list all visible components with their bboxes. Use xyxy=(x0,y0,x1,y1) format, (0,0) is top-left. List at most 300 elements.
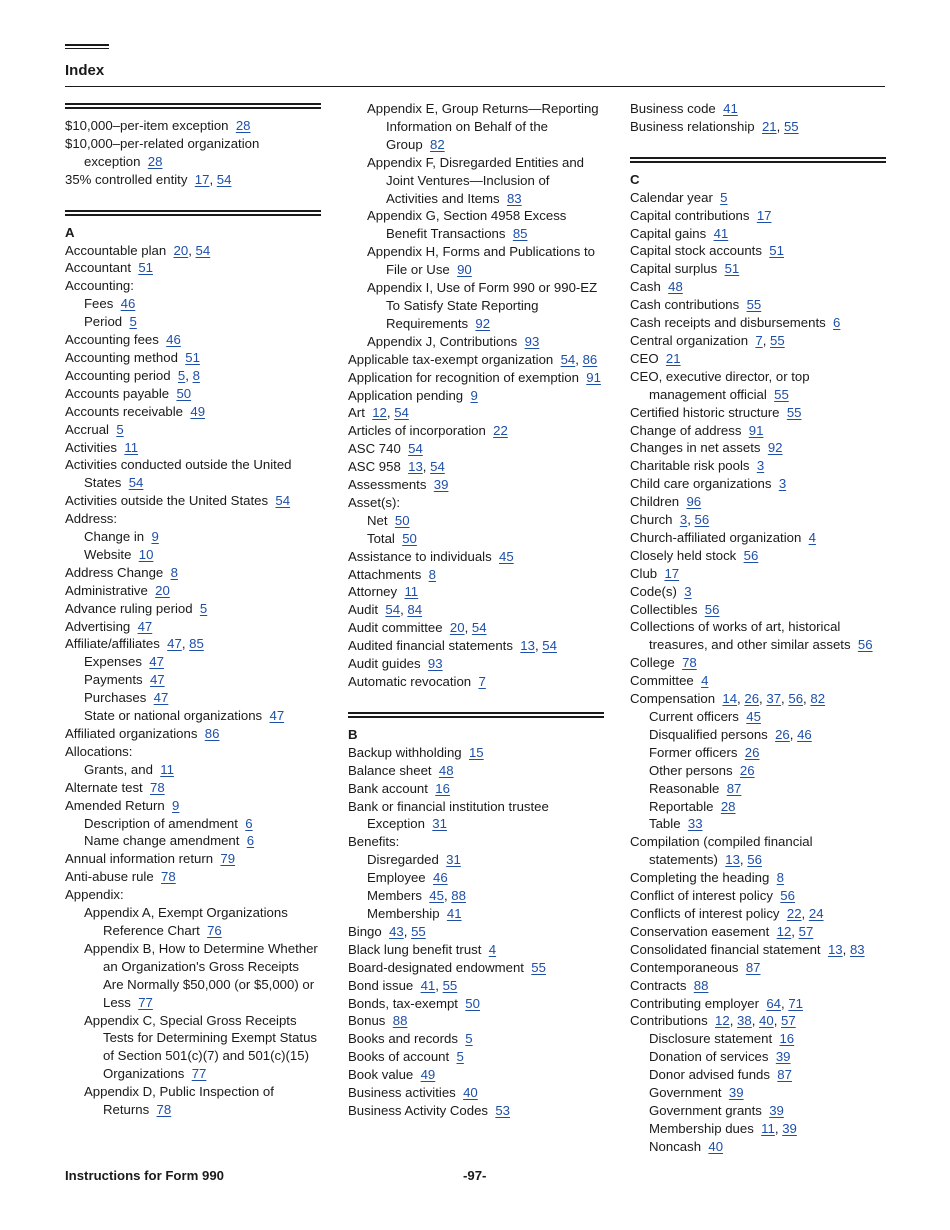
index-entry: Affiliate/affiliates 47, 85 xyxy=(65,636,204,652)
entry-term: Balance sheet xyxy=(348,762,432,778)
entry-term: Church xyxy=(630,512,673,528)
page-link[interactable]: 54 xyxy=(408,441,423,457)
page-link[interactable]: 48 xyxy=(438,762,454,778)
page-link[interactable]: 47 xyxy=(269,708,285,724)
page-link[interactable]: 41 xyxy=(446,905,462,921)
index-entry xyxy=(630,225,886,243)
entry-term: Affiliate/affiliates xyxy=(65,636,160,652)
index-entry xyxy=(65,277,321,295)
page-link[interactable]: 87 xyxy=(777,1067,792,1083)
page-link[interactable]: 4 xyxy=(701,673,709,689)
page-link[interactable]: 57 xyxy=(781,1013,796,1029)
entry-term: Expenses xyxy=(84,654,142,670)
entry-term: Payments xyxy=(84,672,143,688)
page-link[interactable]: 47 xyxy=(149,654,164,670)
entry-term: Club xyxy=(630,565,658,581)
entry-term: Bonus xyxy=(348,1013,386,1029)
page-link[interactable]: 37 xyxy=(766,691,782,707)
page-link[interactable]: 22 xyxy=(786,905,802,921)
page-link[interactable]: 50 xyxy=(465,995,480,1011)
page-link[interactable]: 28 xyxy=(147,153,163,169)
page-link[interactable]: 9 xyxy=(470,387,478,403)
entry-term: Contributing employer xyxy=(630,995,760,1011)
page-link[interactable]: 40 xyxy=(708,1138,724,1154)
index-entry xyxy=(348,100,604,154)
page-link[interactable]: 57 xyxy=(798,923,814,939)
page-link[interactable]: 84 xyxy=(407,602,423,618)
entry-term: $10,000–per-related organization exception xyxy=(65,135,260,169)
page-link[interactable]: 51 xyxy=(724,261,740,277)
entry-term: Book value xyxy=(348,1067,414,1083)
page-link[interactable]: 92 xyxy=(767,440,783,456)
index-entry xyxy=(65,940,321,1012)
page-link[interactable]: 17 xyxy=(664,565,680,581)
page-link[interactable]: 21 xyxy=(761,118,777,134)
page-link[interactable]: 54 xyxy=(195,242,211,258)
page-link[interactable]: 54 xyxy=(128,475,144,491)
index-entry xyxy=(348,1048,604,1066)
entry-term: Name change amendment xyxy=(84,833,240,849)
entry-term: Backup withholding xyxy=(348,744,462,760)
page-link[interactable]: 78 xyxy=(156,1102,172,1118)
entry-term: Anti-abuse rule xyxy=(65,869,154,885)
entry-term: Compensation xyxy=(630,691,716,707)
page-link[interactable]: 45 xyxy=(499,548,514,564)
index-entry: Disqualified persons 26, 46 xyxy=(649,726,812,742)
page-link[interactable]: 5 xyxy=(465,1031,473,1047)
entry-term: Accounting period xyxy=(65,367,171,383)
page-link[interactable]: 12 xyxy=(715,1013,730,1029)
page-link[interactable]: 11 xyxy=(404,584,419,600)
page-link[interactable]: 54 xyxy=(542,638,557,654)
page-link[interactable]: 56 xyxy=(780,888,795,904)
page-link[interactable]: 38 xyxy=(737,1013,752,1029)
index-entry: Conservation easement 12, 57 xyxy=(630,923,814,939)
page-link[interactable]: 31 xyxy=(446,852,461,868)
index-entry xyxy=(348,869,604,887)
index-entry: Bond issue 41, 55 xyxy=(348,977,458,993)
page-link[interactable]: 55 xyxy=(746,297,762,313)
page-link[interactable]: 50 xyxy=(176,385,192,401)
page-link[interactable]: 88 xyxy=(392,1013,408,1029)
page-link[interactable]: 47 xyxy=(167,636,182,652)
index-entry xyxy=(630,672,886,690)
entry-term: Membership dues xyxy=(649,1120,754,1136)
index-entry xyxy=(348,387,604,405)
index-entry xyxy=(348,941,604,959)
entry-term: Exception xyxy=(367,816,425,832)
index-entry xyxy=(348,851,604,869)
page-link[interactable]: 83 xyxy=(849,941,865,957)
page-link[interactable]: 20 xyxy=(449,620,465,636)
index-entry xyxy=(65,743,321,761)
page-link[interactable]: 5 xyxy=(720,189,728,205)
page-link[interactable]: 7 xyxy=(755,332,763,348)
index-entry xyxy=(65,456,321,492)
page-link[interactable]: 40 xyxy=(759,1013,774,1029)
entry-term: $10,000–per-item exception xyxy=(65,118,229,133)
page-link[interactable]: 39 xyxy=(433,477,449,493)
page-link[interactable]: 11 xyxy=(761,1120,775,1136)
entry-term: Bank account xyxy=(348,780,428,796)
index-column-2 xyxy=(348,100,604,1120)
entry-term: Audit committee xyxy=(348,620,443,636)
page-link[interactable]: 8 xyxy=(776,870,784,886)
index-entry xyxy=(348,207,604,243)
index-entry xyxy=(630,959,886,977)
index-entry xyxy=(630,869,886,887)
page-link[interactable]: 83 xyxy=(506,190,522,206)
page-link[interactable]: 55 xyxy=(774,386,789,402)
index-entry xyxy=(348,655,604,673)
page-link[interactable]: 45 xyxy=(746,709,761,724)
index-column-1 xyxy=(65,100,321,1119)
entry-term: Accounts payable xyxy=(65,385,170,401)
entry-term: 35% controlled entity xyxy=(65,171,188,187)
index-entry xyxy=(348,530,604,548)
page-link[interactable]: 13 xyxy=(520,638,535,654)
page-link[interactable]: 24 xyxy=(808,905,824,921)
entry-term: Church-affiliated organization xyxy=(630,529,802,545)
page-link[interactable]: 96 xyxy=(686,494,702,510)
index-entry xyxy=(65,331,321,349)
page-link[interactable]: 9 xyxy=(151,529,159,545)
page-link[interactable]: 55 xyxy=(786,404,802,420)
entry-term: Purchases xyxy=(84,690,147,706)
page-link[interactable]: 39 xyxy=(775,1049,791,1065)
page-link[interactable]: 55 xyxy=(442,977,458,993)
page-link[interactable]: 88 xyxy=(693,977,709,993)
page-link[interactable]: 26 xyxy=(744,691,760,707)
page-link[interactable]: 86 xyxy=(204,726,220,741)
index-entry xyxy=(65,832,321,850)
page-link[interactable]: 77 xyxy=(138,994,153,1010)
page-link[interactable]: 71 xyxy=(788,995,804,1011)
page-link[interactable]: 86 xyxy=(582,351,598,367)
page-link[interactable]: 11 xyxy=(160,761,174,777)
index-entry xyxy=(65,850,321,868)
entry-term: Alternate test xyxy=(65,779,143,795)
page-link[interactable]: 76 xyxy=(207,922,222,938)
index-entry xyxy=(630,654,886,672)
page-link[interactable]: 12 xyxy=(776,923,792,939)
page-link[interactable]: 54 xyxy=(275,493,291,509)
page-link[interactable]: 41 xyxy=(420,977,436,993)
page-link[interactable]: 3 xyxy=(778,476,787,492)
page-link[interactable]: 78 xyxy=(150,779,165,795)
page-link[interactable]: 55 xyxy=(783,118,799,134)
index-entry xyxy=(65,117,321,135)
index-entry xyxy=(65,582,321,600)
entry-term: Assistance to individuals xyxy=(348,548,492,564)
page-link[interactable]: 48 xyxy=(668,279,683,295)
page-link[interactable]: 56 xyxy=(747,852,762,868)
page-link[interactable]: 54 xyxy=(385,602,401,618)
index-entry xyxy=(630,529,886,547)
entry-term: Accountant xyxy=(65,260,131,276)
page-link[interactable]: 54 xyxy=(216,171,232,187)
entry-term: Table xyxy=(649,816,681,832)
index-entry xyxy=(65,904,321,940)
page-link[interactable]: 93 xyxy=(524,333,540,349)
page-link[interactable]: 92 xyxy=(475,315,491,331)
page-link[interactable]: 4 xyxy=(808,529,816,545)
index-entry xyxy=(630,565,886,583)
page-link[interactable]: 56 xyxy=(704,601,720,617)
page-link[interactable]: 8 xyxy=(192,367,200,383)
index-entry xyxy=(348,815,604,833)
page-link[interactable]: 26 xyxy=(739,762,755,778)
index-entry xyxy=(65,135,321,171)
page-link[interactable]: 17 xyxy=(756,207,772,223)
index-entry: Audit committee 20, 54 xyxy=(348,620,487,636)
index-entry xyxy=(348,279,604,333)
page-link[interactable]: 26 xyxy=(744,744,760,760)
page-link[interactable]: 46 xyxy=(797,726,812,742)
page-link[interactable]: 88 xyxy=(451,888,466,904)
index-entry xyxy=(65,528,321,546)
page-link[interactable]: 12 xyxy=(372,405,387,421)
index-entry xyxy=(348,780,604,798)
page-link[interactable]: 79 xyxy=(220,851,236,867)
page-link[interactable]: 46 xyxy=(432,870,448,886)
index-entry xyxy=(630,475,886,493)
page-link[interactable]: 53 xyxy=(495,1102,510,1118)
entry-term: Amended Return xyxy=(65,797,165,813)
entry-term: Benefits: xyxy=(348,834,400,850)
entry-term: Appendix C, Special Gross Receipts Tests for Determining Exempt Status of Section 501(c)(7) and 501(c)(15) Organizations xyxy=(84,1012,318,1082)
page-link[interactable]: 82 xyxy=(429,136,445,152)
index-entry xyxy=(348,1066,604,1084)
page-link[interactable]: 31 xyxy=(432,816,447,832)
index-entry xyxy=(630,1084,886,1102)
page-link[interactable]: 56 xyxy=(857,637,873,653)
page-link[interactable]: 7 xyxy=(478,674,486,689)
page-link[interactable]: 5 xyxy=(129,314,137,330)
page-link[interactable]: 11 xyxy=(124,439,139,455)
page-link[interactable]: 90 xyxy=(457,262,472,278)
page-link[interactable]: 20 xyxy=(173,242,189,258)
entry-term: ASC 958 xyxy=(348,459,401,475)
page-link[interactable]: 87 xyxy=(726,780,742,796)
page-link[interactable]: 85 xyxy=(512,226,528,242)
entry-term: Membership xyxy=(367,905,440,921)
page-link[interactable]: 3 xyxy=(684,583,692,599)
page-link[interactable]: 47 xyxy=(149,672,165,688)
page-link[interactable]: 6 xyxy=(833,315,841,331)
section-letter: C xyxy=(630,171,640,187)
page-link[interactable]: 49 xyxy=(190,403,206,419)
entry-term: Applicable tax-exempt organization xyxy=(348,351,554,367)
entry-term: Appendix B, How to Determine Whether an Organization's Gross Receipts Are Normally $50,000 (or $5,000) or Less xyxy=(84,940,318,1010)
index-entry xyxy=(630,493,886,511)
entry-term: Contributions xyxy=(630,1013,708,1029)
page-link[interactable]: 54 xyxy=(430,459,445,475)
entry-term: Total xyxy=(367,530,395,546)
page-link[interactable]: 3 xyxy=(756,458,765,474)
page-link[interactable]: 78 xyxy=(682,655,697,671)
page-link[interactable]: 10 xyxy=(138,546,154,562)
page-link[interactable]: 9 xyxy=(172,797,180,813)
index-entry: Contributions 12, 38, 40, 57 xyxy=(630,1013,796,1029)
page-link[interactable]: 47 xyxy=(153,690,169,706)
index-entry xyxy=(630,1066,886,1084)
page-link[interactable]: 46 xyxy=(120,296,136,312)
entry-term: Reasonable xyxy=(649,780,720,796)
page-link[interactable]: 5 xyxy=(177,367,186,383)
page-link[interactable]: 5 xyxy=(456,1049,464,1065)
index-entry: Audited financial statements 13, 54 xyxy=(348,638,557,654)
index-entry xyxy=(65,492,321,510)
page-link[interactable]: 6 xyxy=(246,833,255,849)
entry-term: Appendix J, Contributions xyxy=(367,333,518,349)
page-link[interactable]: 20 xyxy=(155,582,170,598)
section-divider xyxy=(65,210,321,216)
page-link[interactable]: 4 xyxy=(488,941,497,957)
entry-term: CEO xyxy=(630,350,659,366)
entry-term: Capital gains xyxy=(630,225,707,241)
page-link[interactable]: 47 xyxy=(137,618,153,634)
page-link[interactable]: 51 xyxy=(138,260,153,276)
page-link[interactable]: 46 xyxy=(166,332,181,348)
entry-term: Contracts xyxy=(630,977,687,993)
page-link[interactable]: 5 xyxy=(116,421,124,437)
entry-term: Application for recognition of exemption xyxy=(348,369,579,385)
page-link[interactable]: 39 xyxy=(769,1102,784,1118)
index-entry: Audit 54, 84 xyxy=(348,602,423,618)
index-entry xyxy=(630,439,886,457)
page-link[interactable]: 39 xyxy=(782,1120,797,1136)
entry-term: Administrative xyxy=(65,582,148,598)
index-entry xyxy=(630,100,886,118)
page-link[interactable]: 77 xyxy=(191,1066,207,1082)
page-link[interactable]: 56 xyxy=(788,691,804,707)
page-link[interactable]: 49 xyxy=(420,1067,436,1083)
page-link[interactable]: 54 xyxy=(394,405,409,421)
page-link[interactable]: 15 xyxy=(468,744,484,760)
page-link[interactable]: 91 xyxy=(586,369,601,385)
page-link[interactable]: 6 xyxy=(245,815,253,831)
index-column-3 xyxy=(630,100,886,1156)
page-link[interactable]: 41 xyxy=(723,101,738,116)
page-link[interactable]: 55 xyxy=(411,923,426,939)
page-link[interactable]: 50 xyxy=(394,512,410,528)
index-entry xyxy=(65,439,321,457)
header-rule xyxy=(65,86,885,87)
page-link[interactable]: 33 xyxy=(687,816,703,832)
entry-term: Fees xyxy=(84,296,114,312)
section-letter: B xyxy=(348,726,358,742)
page-link[interactable]: 21 xyxy=(665,350,681,366)
index-entry xyxy=(630,296,886,314)
index-entry: Central organization 7, 55 xyxy=(630,332,785,348)
page-link[interactable]: 28 xyxy=(720,798,736,814)
entry-term: Annual information return xyxy=(65,851,214,867)
page-link[interactable]: 28 xyxy=(235,118,251,133)
page-link[interactable]: 8 xyxy=(170,564,178,580)
index-entry xyxy=(65,1012,321,1084)
page-link[interactable]: 51 xyxy=(185,349,200,365)
entry-term: CEO, executive director, or top management official xyxy=(630,368,810,402)
entry-term: Black lung benefit trust xyxy=(348,941,482,957)
page-link[interactable]: 8 xyxy=(428,566,436,582)
page-link[interactable]: 17 xyxy=(194,171,210,187)
page-link[interactable]: 82 xyxy=(810,691,826,707)
index-entry: 35% controlled entity 17, 54 xyxy=(65,171,232,187)
page-link[interactable]: 13 xyxy=(827,941,843,957)
page-link[interactable]: 43 xyxy=(389,923,404,939)
page-link[interactable]: 51 xyxy=(769,243,784,259)
index-entry xyxy=(348,476,604,494)
index-entry xyxy=(348,243,604,279)
index-entry xyxy=(348,673,604,691)
index-entry xyxy=(348,494,604,512)
page-link[interactable]: 22 xyxy=(493,423,508,439)
page-link[interactable]: 54 xyxy=(560,351,576,367)
page-link[interactable]: 45 xyxy=(429,888,444,904)
index-entry xyxy=(630,762,886,780)
page-link[interactable]: 13 xyxy=(408,459,423,475)
page-link[interactable]: 55 xyxy=(531,959,546,975)
entry-term: Books and records xyxy=(348,1031,458,1047)
entry-term: Bank or financial institution trustee xyxy=(348,798,549,814)
page-link[interactable]: 56 xyxy=(694,512,710,528)
entry-term: Capital contributions xyxy=(630,207,750,223)
page-link[interactable]: 56 xyxy=(743,547,759,563)
page-link[interactable]: 85 xyxy=(189,636,204,652)
page-link[interactable]: 91 xyxy=(748,422,764,438)
entry-term: Government grants xyxy=(649,1102,762,1118)
index-entry xyxy=(348,333,604,351)
entry-term: Accrual xyxy=(65,421,109,437)
index-entry xyxy=(348,1012,604,1030)
page-link[interactable]: 64 xyxy=(766,995,782,1011)
entry-term: Appendix E, Group Returns—Reporting Information on Behalf of the Group xyxy=(367,101,599,152)
page-link[interactable]: 39 xyxy=(728,1085,744,1101)
entry-term: State or national organizations xyxy=(84,708,263,724)
page-link[interactable]: 26 xyxy=(775,726,790,742)
page-link[interactable]: 87 xyxy=(745,959,761,975)
page-link[interactable]: 50 xyxy=(402,530,417,546)
index-entry xyxy=(65,295,321,313)
index-entry xyxy=(65,689,321,707)
index-entry xyxy=(65,761,321,779)
page-link[interactable]: 78 xyxy=(161,869,176,885)
index-entry xyxy=(348,833,604,851)
index-entry xyxy=(630,278,886,296)
page-link[interactable]: 13 xyxy=(725,852,740,868)
page-link[interactable]: 54 xyxy=(471,620,487,636)
page-link[interactable]: 5 xyxy=(199,600,208,616)
index-entry xyxy=(630,708,886,726)
index-entry xyxy=(348,905,604,923)
entry-term: Accounting fees xyxy=(65,332,159,348)
entry-term: Cash contributions xyxy=(630,297,740,313)
entry-term: Asset(s): xyxy=(348,494,401,510)
page-link[interactable]: 16 xyxy=(435,780,450,796)
page-link[interactable]: 3 xyxy=(679,512,688,528)
index-entry xyxy=(630,404,886,422)
page-link[interactable]: 55 xyxy=(770,332,785,348)
index-entry xyxy=(65,725,321,743)
page-link[interactable]: 40 xyxy=(463,1085,478,1101)
entry-term: Board-designated endowment xyxy=(348,959,524,975)
page-link[interactable]: 14 xyxy=(722,691,738,707)
page-link[interactable]: 41 xyxy=(713,225,729,241)
page-link[interactable]: 93 xyxy=(427,656,443,672)
page-link[interactable]: 16 xyxy=(779,1031,795,1047)
entry-term: Address Change xyxy=(65,564,164,580)
